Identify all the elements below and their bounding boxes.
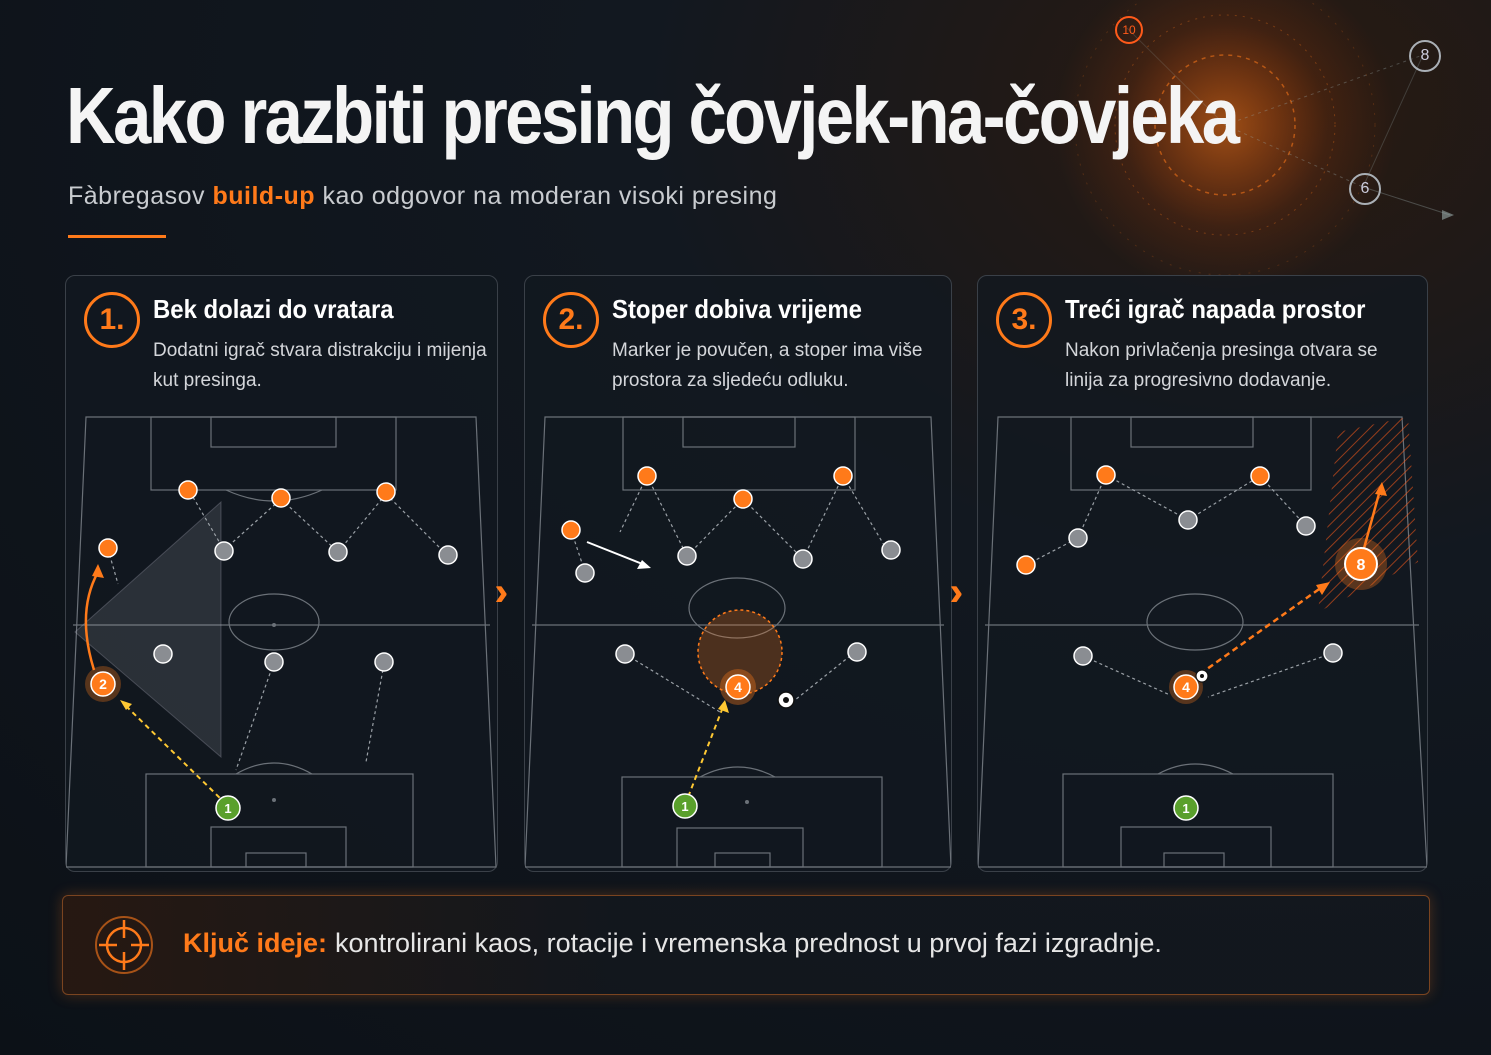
step-description-1: Dodatni igrač stvara distrakciju i mijenja kut presinga.	[153, 340, 487, 391]
target-icon	[93, 914, 155, 976]
player-label-4: 4	[1182, 679, 1190, 695]
player-label-2: 2	[99, 676, 107, 692]
title-underline	[68, 235, 166, 238]
step-title-1: Bek dolazi do vratara	[153, 294, 394, 324]
step-panel-3	[977, 275, 1428, 872]
page-subtitle	[68, 182, 777, 211]
step-title-2: Stoper dobiva vrijeme	[612, 294, 862, 324]
badge-6-icon: 6	[1349, 173, 1381, 205]
step-title-3: Treći igrač napada prostor	[1065, 294, 1366, 324]
badge-10-icon: 10	[1115, 16, 1143, 44]
step-description-2: Marker je povučen, a stoper ima više prostora za sljedeću odluku.	[612, 340, 923, 391]
pitch-diagram-2	[525, 412, 951, 869]
subtitle-highlight: build-up	[212, 182, 316, 210]
subtitle-post: kao odgovor na moderan visoki presing	[322, 182, 778, 210]
step-number-3: 3.	[996, 292, 1052, 348]
step-number-1: 1.	[84, 292, 140, 348]
page-title: Kako razbiti presing čovjek-na-čovjeka	[66, 71, 1238, 160]
goalkeeper-label: 1	[224, 801, 232, 816]
key-idea-body: kontrolirani kaos, rotacije i vremenska prednost u prvoj fazi izgradnje.	[335, 928, 1162, 958]
pitch-diagram-3	[978, 412, 1427, 869]
key-idea-text	[183, 928, 1162, 959]
goalkeeper-label: 1	[1182, 801, 1190, 816]
step-description-3: Nakon privlačenja presinga otvara se linija za progresivno dodavanje.	[1065, 340, 1378, 391]
key-idea-label: Ključ ideje:	[183, 928, 328, 958]
step-panel-2	[524, 275, 952, 872]
player-label-8: 8	[1356, 557, 1366, 574]
pitch-diagram-1	[66, 412, 497, 869]
key-idea-bar	[62, 895, 1430, 995]
step-number-2: 2.	[543, 292, 599, 348]
subtitle-pre: Fàbregasov	[68, 182, 206, 210]
player-label-4: 4	[734, 679, 742, 695]
goalkeeper-label: 1	[681, 799, 689, 814]
step-panel-1	[65, 275, 498, 872]
badge-8-icon: 8	[1409, 40, 1441, 72]
